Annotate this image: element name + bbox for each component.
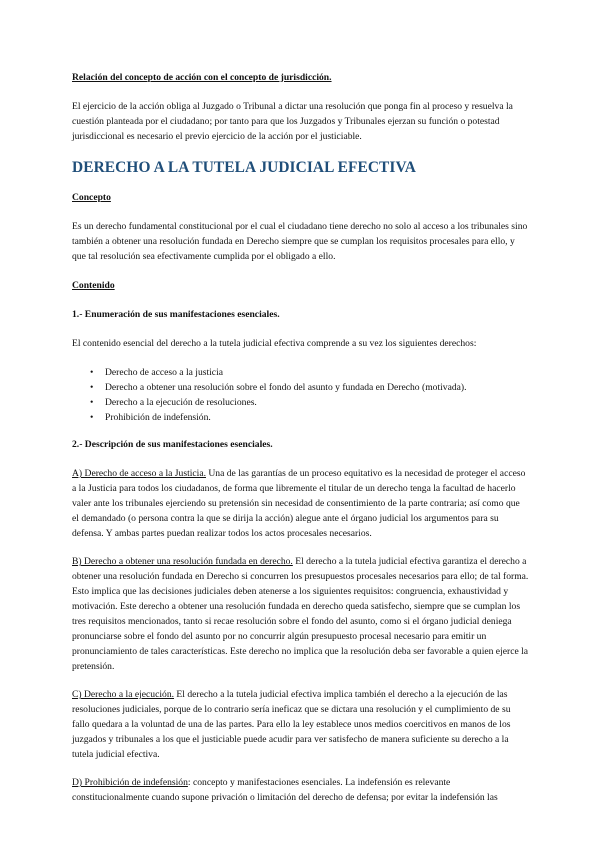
page-title: DERECHO A LA TUTELA JUDICIAL EFECTIVA bbox=[72, 159, 416, 176]
paragraph-resolucion-fundada: B) Derecho a obtener una resolución fundada en derecho. El derecho a la tutela judicial efectiva garantiza el derecho a obtener una resolución fundada en Derecho si concurren los presupuestos procesales necesarios para ello; de tal forma. Esto implica que las decisiones judiciales deben atenerse a los siguientes requisitos: congruencia, exhaustividad y motivación. Este derecho a obtener una resolución fundada en derecho queda satisfecho, siempre que se cumplan los tres requisitos mencionados, tanto si recae resolución sobre el fondo del asunto, como si el órgano judicial deniega pronunciarse sobre el fondo del asunto por no concurrir algún presupuesto procesal necesario para emitir un pronunciamiento de tales características. Este derecho no implica que la resolución deba ser favorable a quien ejerce la pretensión. bbox=[72, 556, 529, 672]
bullet-icon: • bbox=[90, 397, 94, 408]
paragraph-title: D) Prohibición de indefensión bbox=[72, 777, 188, 788]
bullet-icon: • bbox=[90, 382, 94, 393]
rights-bullet-list bbox=[72, 365, 529, 425]
paragraph-enumeracion-intro: El contenido esencial del derecho a la tutela judicial efectiva comprende a su vez los siguientes derechos: bbox=[72, 338, 477, 349]
paragraph-acceso-justicia: A) Derecho de acceso a la Justicia. Una de las garantías de un proceso equitativo es la necesidad de proteger el acceso a la Justicia para todos los ciudadanos, de forma que libremente el titular de un derecho tenga la facultad de hacerlo valer ante los tribunales ejerciendo su pretensión sin necesidad de consentimiento de la parte contraria; así como que el demandado (o persona contra la que se dirija la acción) alegue ante el órgano judicial los argumentos para su defensa. Y ambas partes puedan realizar todos los actos procesales necesarios. bbox=[72, 468, 526, 539]
paragraph-title: A) Derecho de acceso a la Justicia. bbox=[72, 468, 206, 479]
section-heading-concepto: Concepto bbox=[72, 192, 111, 203]
bullet-icon: • bbox=[90, 412, 94, 423]
list-item: • Derecho a la ejecución de resoluciones. bbox=[90, 397, 257, 408]
bullet-icon: • bbox=[90, 367, 94, 378]
sub-heading-descripcion: 2.- Descripción de sus manifestaciones esenciales. bbox=[72, 439, 273, 450]
section-heading-accion-jurisdiccion: Relación del concepto de acción con el concepto de jurisdicción. bbox=[72, 72, 332, 83]
list-item: • Derecho a obtener una resolución sobre el fondo del asunto y fundada en Derecho (motivada). bbox=[90, 382, 467, 393]
list-item: • Derecho de acceso a la justicia bbox=[90, 367, 223, 378]
paragraph-ejecucion: C) Derecho a la ejecución. El derecho a la tutela judicial efectiva implica también el derecho a la ejecución de las resoluciones judiciales, porque de lo contrario sería ineficaz que se dictara una resolución y el cumplimiento de su fallo quedara a la voluntad de una de las partes. Para ello la ley establece unos medios coercitivos en manos de los juzgados y tribunales a los que el justiciable puede acudir para ver satisfecho de manera suficiente su derecho a la tutela judicial efectiva. bbox=[72, 689, 511, 760]
list-item: • Prohibición de indefensión. bbox=[90, 412, 211, 423]
sub-heading-enumeracion: 1.- Enumeración de sus manifestaciones esenciales. bbox=[72, 309, 280, 320]
section-heading-contenido: Contenido bbox=[72, 280, 115, 291]
paragraph-title: C) Derecho a la ejecución. bbox=[72, 689, 175, 700]
paragraph-indefension: D) Prohibición de indefensión: concepto y manifestaciones esenciales. La indefensión es relevante constitucionalmente cuando supone privación o limitación del derecho de defensa; por evitar la indefensión las bbox=[72, 777, 498, 803]
paragraph-concepto: Es un derecho fundamental constitucional por el cual el ciudadano tiene derecho no solo al acceso a los tribunales sino también a obtener una resolución fundada en Derecho siempre que se cumplan los requisitos procesales para ello, y que tal resolución sea efectivamente cumplida por el obligado a ello. bbox=[72, 221, 528, 262]
paragraph-title: B) Derecho a obtener una resolución fundada en derecho. bbox=[72, 556, 293, 567]
paragraph-accion-jurisdiccion: El ejercicio de la acción obliga al Juzgado o Tribunal a dictar una resolución que ponga fin al proceso y resuelva la cuestión planteada por el ciudadano; por tanto para que los Juzgados y Tribunales ejerzan su función o potestad jurisdiccional es necesario el previo ejercicio de la acción por el justiciable. bbox=[72, 101, 513, 142]
